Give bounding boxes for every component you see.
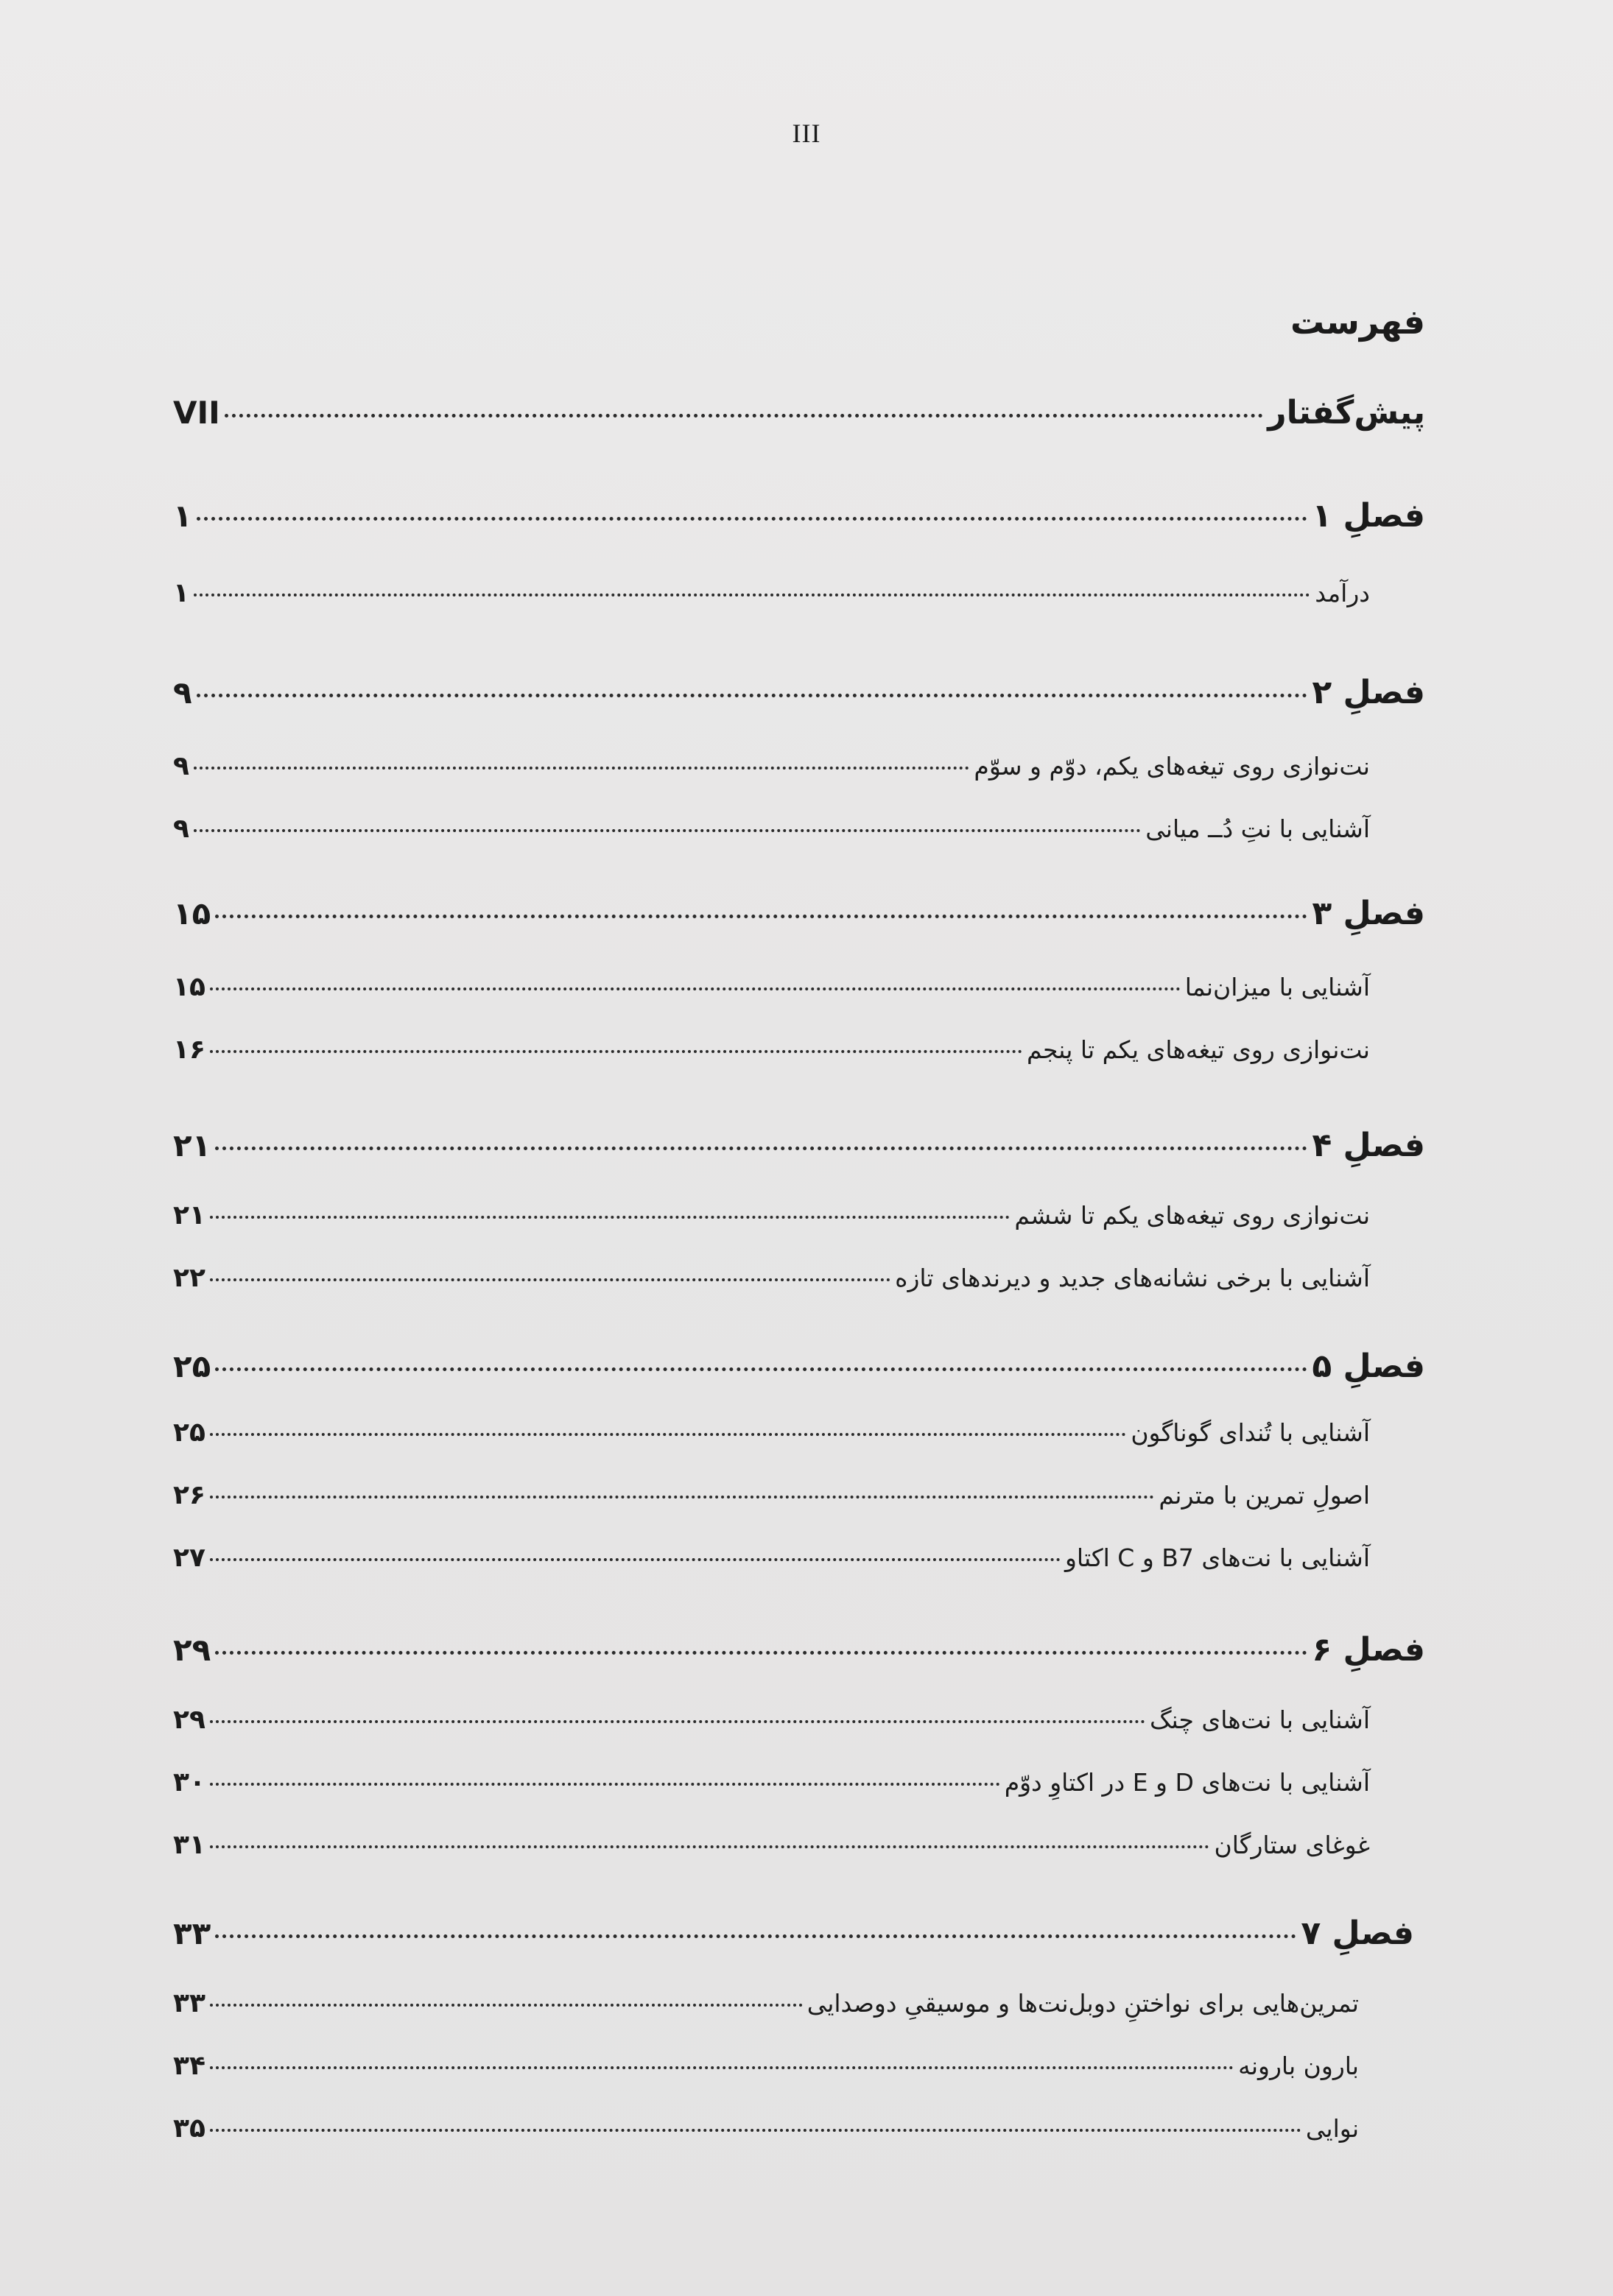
toc-entry-section[interactable] — [173, 2051, 1359, 2081]
dot-leader — [215, 1651, 1307, 1655]
toc-entry-label: فصلِ ۴ — [1312, 1127, 1425, 1164]
toc-entry-section[interactable] — [173, 1035, 1370, 1065]
toc-entry-page: VII — [173, 395, 220, 431]
toc-entry-label: آشنایی با نت‌های D و E در اکتاوِ دوّم — [1004, 1768, 1370, 1797]
toc-entry-page: ۱۶ — [173, 1035, 205, 1065]
toc-entry-page: ۳۴ — [173, 2051, 205, 2081]
toc-entry-label: نت‌نوازی روی تیغه‌های یکم، دوّم و سوّم — [974, 752, 1370, 781]
toc-entry-section[interactable] — [173, 1705, 1370, 1735]
toc-entry-chapter-3[interactable] — [173, 895, 1425, 932]
dot-leader — [194, 767, 969, 770]
toc-entry-page: ۳۱ — [173, 1830, 205, 1860]
toc-entry-label: فصلِ ۶ — [1312, 1631, 1425, 1669]
toc-entry-section[interactable] — [173, 751, 1370, 781]
toc-entry-section[interactable] — [173, 972, 1370, 1002]
toc-entry-page: ۹ — [173, 751, 189, 781]
dot-leader — [210, 1845, 1210, 1848]
dot-leader — [210, 2066, 1234, 2069]
toc-entry-page: ۲۵ — [173, 1348, 211, 1384]
toc-entry-label: درآمد — [1315, 579, 1370, 608]
toc-entry-page: ۱۵ — [173, 972, 205, 1002]
toc-entry-section[interactable] — [173, 1830, 1370, 1860]
toc-entry-page: ۳۳ — [173, 1988, 205, 2018]
toc-entry-page: ۱ — [173, 578, 189, 608]
toc-entry-section[interactable] — [173, 1480, 1370, 1510]
toc-entry-chapter-1[interactable] — [173, 497, 1425, 535]
toc-entry-section[interactable] — [173, 1988, 1359, 2018]
dot-leader — [210, 2129, 1301, 2132]
toc-entry-label: اصولِ تمرین با مترنم — [1159, 1481, 1370, 1510]
toc-entry-section[interactable] — [173, 1200, 1370, 1230]
toc-entry-label: تمرین‌هایی برای نواختنِ دوبل‌نت‌ها و موسیقیِ دوصدایی — [806, 1989, 1359, 2018]
toc-entry-page: ۳۰ — [173, 1767, 205, 1797]
toc-entry-label: آشنایی با نت‌های چنگ — [1150, 1705, 1370, 1734]
toc-entry-section[interactable] — [173, 814, 1370, 844]
toc-entry-page: ۲۶ — [173, 1480, 205, 1510]
toc-entry-page: ۳۳ — [173, 1915, 211, 1951]
toc-entry-label: فصلِ ۲ — [1312, 674, 1425, 711]
toc-entry-page: ۱ — [173, 498, 192, 534]
dot-leader — [194, 594, 1310, 596]
toc-entry-label: فصلِ ۱ — [1312, 497, 1425, 535]
toc-entry-page: ۲۹ — [173, 1632, 211, 1668]
dot-leader — [210, 1496, 1154, 1499]
dot-leader — [210, 2004, 803, 2007]
dot-leader — [210, 1783, 1000, 1786]
toc-entry-chapter-7[interactable] — [173, 1915, 1414, 1952]
toc-entry-label: بارون بارونه — [1238, 2052, 1359, 2080]
dot-leader — [215, 915, 1307, 918]
toc-entry-label: نوایی — [1305, 2114, 1359, 2143]
dot-leader — [210, 1558, 1061, 1561]
dot-leader — [210, 1050, 1022, 1053]
toc-entry-label: غوغای ستارگان — [1214, 1831, 1370, 1859]
toc-entry-page: ۲۱ — [173, 1127, 211, 1163]
dot-leader — [210, 1433, 1126, 1436]
dot-leader — [215, 1147, 1307, 1150]
toc-entry-chapter-4[interactable] — [173, 1127, 1425, 1164]
toc-entry-preface[interactable] — [173, 394, 1425, 432]
toc-entry-page: ۲۱ — [173, 1200, 205, 1230]
toc-title: فهرست — [1290, 302, 1425, 342]
toc-entry-label: فصلِ ۵ — [1312, 1348, 1425, 1385]
toc-entry-label: فصلِ ۷ — [1301, 1915, 1414, 1952]
dot-leader — [210, 1216, 1010, 1219]
toc-entry-label: آشنایی با تُندای گوناگون — [1131, 1418, 1370, 1447]
toc-entry-label: آشنایی با نت‌های B7 و C اکتاو — [1064, 1543, 1370, 1572]
dot-leader — [210, 987, 1181, 990]
dot-leader — [210, 1720, 1145, 1723]
toc-entry-page: ۱۵ — [173, 895, 211, 932]
toc-entry-section[interactable] — [173, 2113, 1359, 2144]
dot-leader — [215, 1367, 1307, 1371]
toc-entry-chapter-2[interactable] — [173, 674, 1425, 711]
toc-entry-chapter-5[interactable] — [173, 1348, 1425, 1385]
toc-entry-label: پیش‌گفتار — [1268, 394, 1425, 432]
toc-entry-section[interactable] — [173, 1543, 1370, 1573]
toc-entry-page: ۲۵ — [173, 1418, 205, 1448]
dot-leader — [197, 517, 1308, 521]
dot-leader — [194, 829, 1141, 832]
toc-entry-chapter-6[interactable] — [173, 1631, 1425, 1669]
toc-entry-label: فصلِ ۳ — [1312, 895, 1425, 932]
toc-entry-label: آشنایی با میزان‌نما — [1184, 973, 1370, 1001]
dot-leader — [197, 694, 1308, 697]
toc-entry-page: ۹ — [173, 814, 189, 844]
dot-leader — [215, 1934, 1296, 1938]
toc-entry-page: ۹ — [173, 675, 192, 711]
toc-entry-label: نت‌نوازی روی تیغه‌های یکم تا پنجم — [1027, 1035, 1370, 1064]
toc-entry-section[interactable] — [173, 1418, 1370, 1448]
toc-entry-label: آشنایی با نتِ دُــ میانی — [1145, 814, 1370, 843]
toc-entry-page: ۳۵ — [173, 2113, 205, 2144]
toc-entry-page: ۲۲ — [173, 1263, 205, 1293]
toc-entry-section[interactable] — [173, 1263, 1370, 1293]
toc-entry-section[interactable] — [173, 1767, 1370, 1797]
toc-entry-page: ۲۹ — [173, 1705, 205, 1735]
toc-entry-label: نت‌نوازی روی تیغه‌های یکم تا ششم — [1014, 1201, 1370, 1230]
toc-entry-label: آشنایی با برخی نشانه‌های جدید و دیرندهای تازه — [895, 1264, 1370, 1292]
dot-leader — [210, 1278, 890, 1281]
toc-entry-section[interactable] — [173, 578, 1370, 608]
dot-leader — [225, 414, 1263, 418]
toc-entry-page: ۲۷ — [173, 1543, 205, 1573]
page-number: III — [792, 119, 821, 148]
